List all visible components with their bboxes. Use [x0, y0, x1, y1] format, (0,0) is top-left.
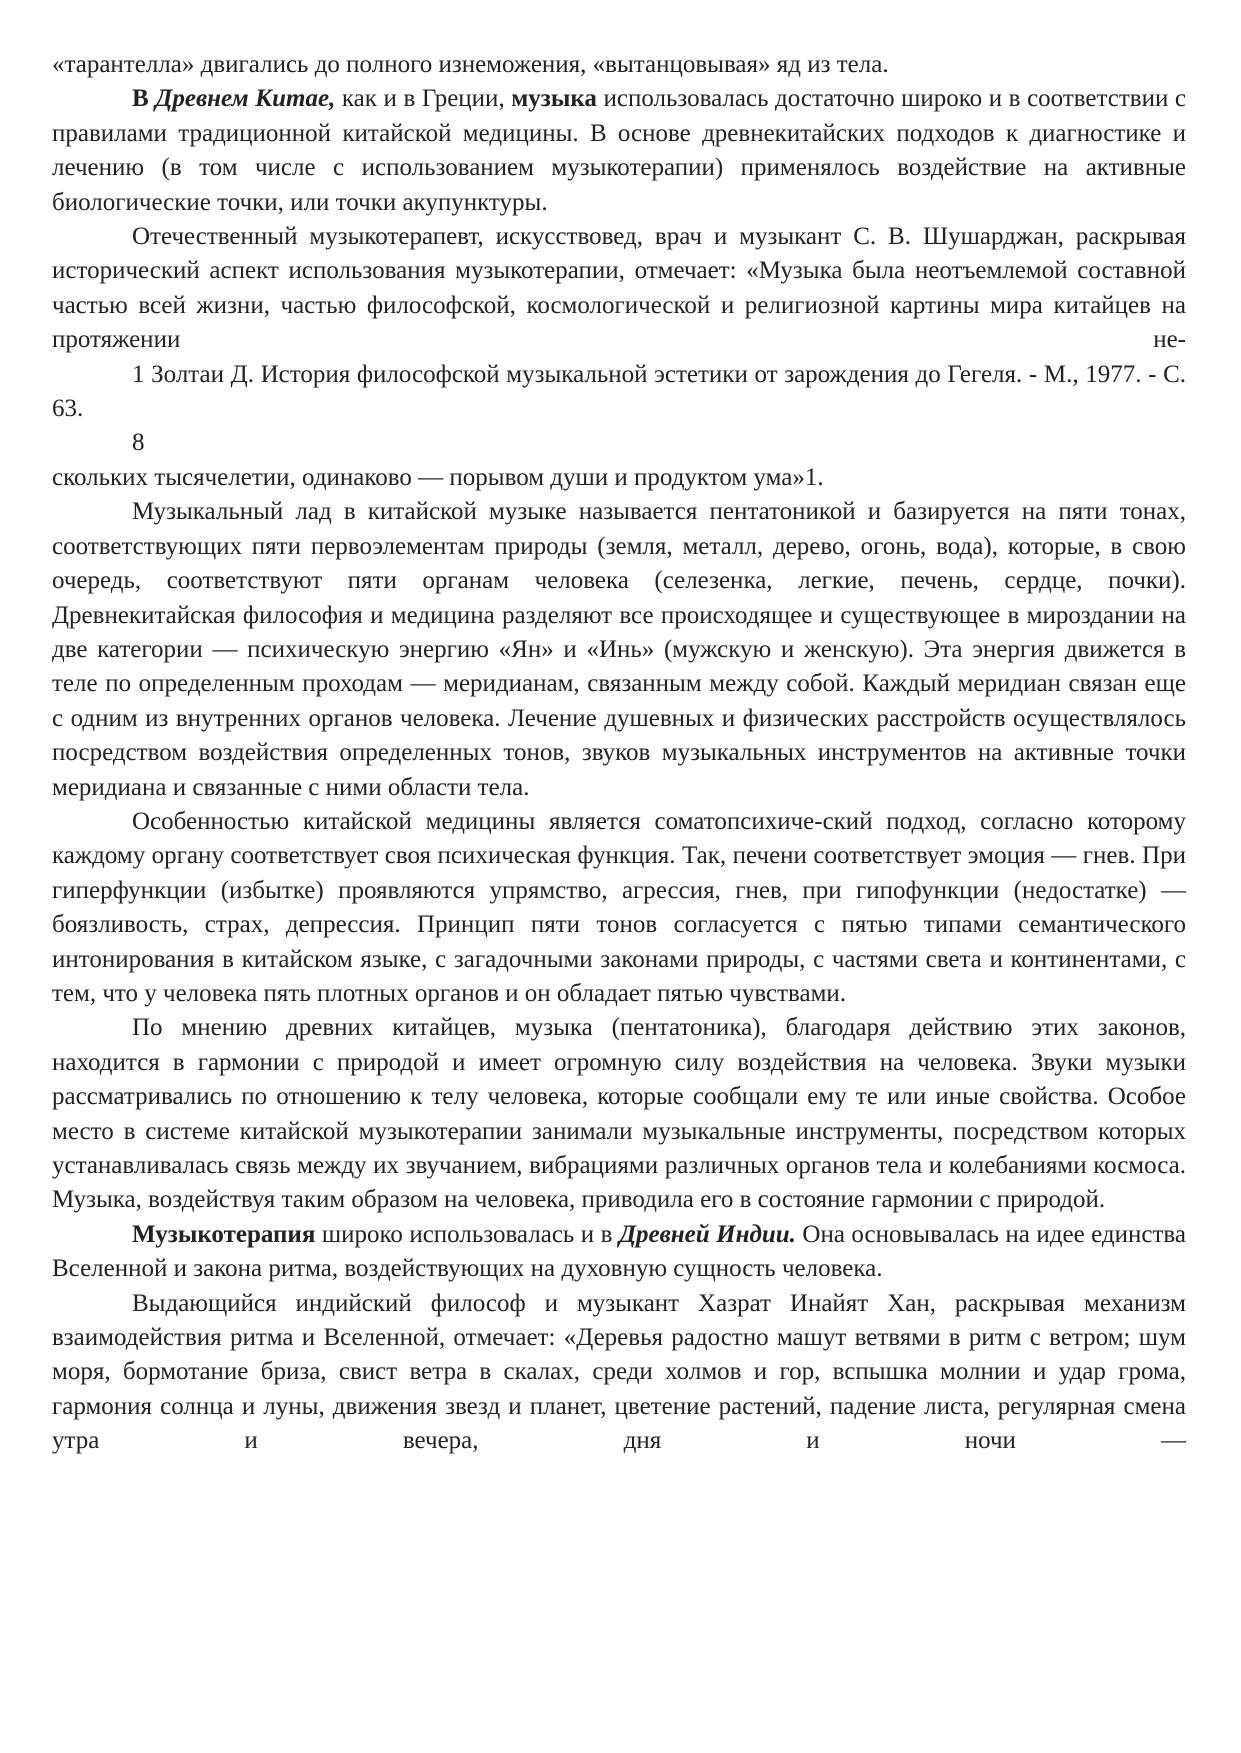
- paragraph-ancient-india: [52, 1218, 1186, 1287]
- paragraph-pentatonic: Музыкальный лад в китайской музыке называется пентатоникой и базируется на пяти тонах, соответствующих пяти первоэлементам природы (земля, металл, дерево, огонь, вода), которые, в свою очередь, соответствуют пяти органам человека (селезенка, легкие, печень, сердце, почки). Древнекитайская философия и медицина разделяют все происходящее и существующее в мироздании на две категории — психическую энергию «Ян» и «Инь» (мужскую и женскую). Эта энергия движется в теле по определенным проходам — меридианам, связанным между собой. Каждый меридиан связан еще с одним из внутренних органов человека. Лечение душевных и физических расстройств осуществлялось посредством воздействия определенных тонов, звуков музыкальных инструментов на активные точки меридиана и связанные с ними области тела.: [52, 498, 1186, 801]
- text-span: широко использовалась и в: [315, 1220, 619, 1248]
- text-span: как и в Греции,: [335, 85, 512, 113]
- text-span: Она основывалась на идее единства Вселенной и закона ритма, воздействующих на духовную сущность человека.: [52, 1220, 1186, 1283]
- text-span: использовалась достаточно широко и в соответствии с правилами традиционной китайской медицины. В основе древнекитайских подходов к диагностике и лечению (в том числе с использованием музыкотерапии) применялось воздействие на активные биологические точки, или точки акупунктуры.: [52, 85, 1186, 216]
- paragraph-tarantella: «тарантелла» двигались до полного изнеможения, «вытанцовывая» яд из тела.: [52, 51, 889, 78]
- bold-music: музыка: [511, 85, 597, 113]
- bold-italic-ancient-india: Древней Индии.: [618, 1220, 796, 1248]
- paragraph-shushardzhan: Отечественный музыкотерапевт, искусствовед, врач и музыкант С. В. Шушарджан, раскрывая исторический аспект использования музыкотерапии, отмечает: «Музыка была неотъемлемой составной частью всей жизни, частью философской, космологической и религиозной картины мира китайцев на протяжении не-: [52, 223, 1186, 354]
- paragraph-ancient-chinese-opinion: По мнению древних китайцев, музыка (пентатоника), благодаря действию этих законов, находится в гармонии с природой и имеет огромную силу воздействия на человека. Звуки музыки рассматривались по отношению к телу человека, которые сообщали ему те или иные свойства. Особое место в системе китайской музыкотерапии занимали музыкальные инструменты, посредством которых устанавливалась связь между их звучанием, вибрациями различных органов тела и колебаниями космоса. Музыка, воздействуя таким образом на человека, приводила его в состояние гармонии с природой.: [52, 1014, 1186, 1214]
- document-page: [52, 48, 1186, 1459]
- bold-v: В: [132, 85, 149, 113]
- paragraph-continuation: скольких тысячелетии, одинаково — порывом души и продуктом ума»1.: [52, 463, 824, 491]
- paragraph-ancient-china: [52, 82, 1186, 220]
- paragraph-somatopsychic: Особенностью китайской медицины является соматопсихиче-ский подход, согласно которому каждому органу соответствует своя психическая функция. Так, печени соответствует эмоция — гнев. При гиперфункции (избытке) проявляются упрямство, агрессия, гнев, при гипофункции (недостатке) — боязливость, страх, депрессия. Принцип пяти тонов согласуется с пятью типами семантического интонирования в китайском языке, с загадочными законами природы, с частями света и континентами, с тем, что у человека пять плотных органов и он обладает пятью чувствами.: [52, 807, 1186, 1007]
- paragraph-inayat-khan: Выдающийся индийский философ и музыкант Хазрат Инайят Хан, раскрывая механизм взаимодействия ритма и Вселенной, отмечает: «Деревья радостно машут ветвями в ритм с ветром; шум моря, бормотание бриза, свист ветра в скалах, среди холмов и гор, вспышка молнии и удар грома, гармония солнца и луны, движения звезд и планет, цветение растений, падение листа, регулярная смена утра и вечера, дня и ночи —: [52, 1289, 1186, 1455]
- footnote: 1 Золтаи Д. История философской музыкальной эстетики от зарождения до Гегеля. - М., 1977. - С. 63.: [52, 360, 1186, 423]
- page-number: 8: [132, 429, 145, 457]
- bold-italic-ancient-china: Древнем Китае,: [155, 85, 336, 113]
- bold-music-therapy: Музыкотерапия: [132, 1220, 316, 1248]
